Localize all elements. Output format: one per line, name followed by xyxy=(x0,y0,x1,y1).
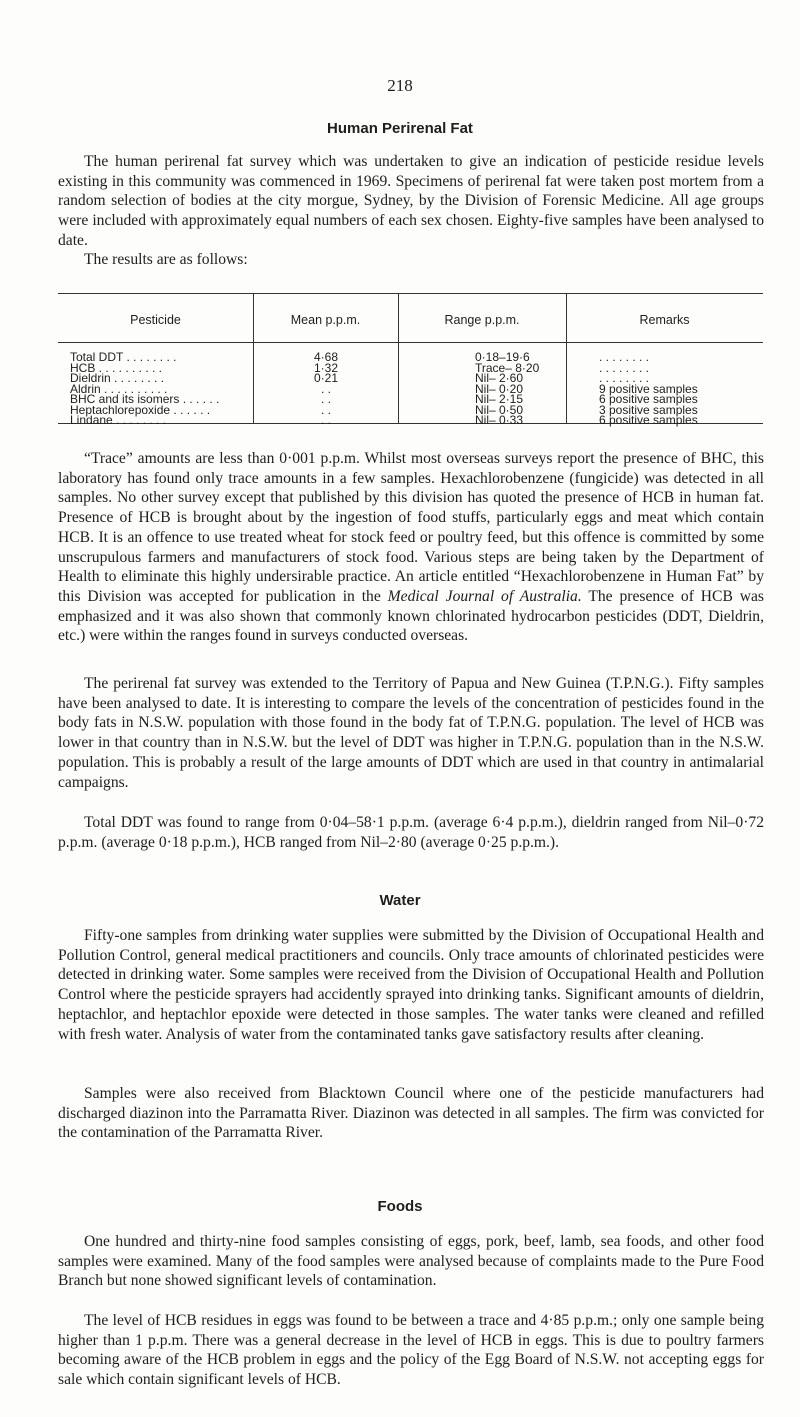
cell-pesticide: Total DDT . . . . . . . . xyxy=(70,350,177,364)
cell-range: 0·18–19·6 xyxy=(475,350,530,364)
cell-pesticide: Aldrin . . . . . . . . . . xyxy=(70,381,168,396)
cell-pesticide: BHC and its isomers . . . . . . xyxy=(70,392,220,406)
cell-range: Nil– 2·15 xyxy=(475,392,524,406)
cell-pesticide: HCB . . . . . . . . . . xyxy=(70,360,163,375)
cell-mean: 4·68 xyxy=(313,350,339,364)
table-header-remarks: Remarks xyxy=(639,313,690,327)
cell-remarks: 6 positive samples xyxy=(599,392,698,406)
paragraph-foods-hcb-eggs: The level of HCB residues in eggs was found to be between a trace and 4·85 p.p.m.; only one sample being higher than 1 p.p.m. There was a general decrease in the level of HCB in eggs. This is due to poultry farmers becoming aware of the HCB problem in eggs and the policy of the Egg Board of N.S.W. not accepting eggs for sale which contain significant levels of HCB. xyxy=(58,1312,764,1389)
paragraph-trace-hcb xyxy=(58,449,764,646)
section-heading-perirenal: Human Perirenal Fat xyxy=(327,120,473,137)
table-header-rule xyxy=(58,342,763,343)
cell-mean: 1·32 xyxy=(313,360,339,375)
page-number: 218 xyxy=(387,76,413,95)
cell-mean: . . xyxy=(320,402,331,417)
results-lead-text: The results are as follows: xyxy=(84,251,248,268)
paragraph-water-supplies: Fifty-one samples from drinking water supplies were submitted by the Division of Occupational Health and Pollution Control, general medical practitioners and councils. Only trace amounts of chlorinated pesticides were detected in drinking water. Some samples were received from the Division of Occupational Health and Pollution Control where the pesticide sprayers had accidently sprayed into drinking tanks. Significant amounts of dieldrin, heptachlor, and heptachlor epoxide were detected in those samples. The water tanks were cleaned and refilled with fresh water. Analysis of water from the contaminated tanks gave satisfactory results after cleaning. xyxy=(58,927,764,1043)
cell-pesticide: Dieldrin . . . . . . . . xyxy=(70,371,165,385)
section-heading-foods: Foods xyxy=(377,1198,423,1215)
cell-range: Nil– 0·50 xyxy=(475,402,524,417)
paragraph-foods-samples: One hundred and thirty-nine food samples consisting of eggs, pork, beef, lamb, sea foods, and other food samples were examined. Many of the food samples were analysed because of complaints made to the Pure Food Branch but none showed significant levels of contamination. xyxy=(58,1233,764,1290)
cell-range: Nil– 0·33 xyxy=(475,413,524,427)
cell-remarks: 3 positive samples xyxy=(599,402,698,417)
table-row xyxy=(58,413,763,427)
cell-pesticide: Heptachlorepoxide . . . . . . xyxy=(70,402,211,417)
cell-mean: 0·21 xyxy=(313,371,339,385)
paragraph-water-blacktown: Samples were also received from Blacktown Council where one of the pesticide manufacturers had discharged diazinon into the Parramatta River. Diazinon was detected in all samples. The firm was convicted for the contamination of the Parramatta River. xyxy=(58,1085,764,1142)
cell-range: Trace– 8·20 xyxy=(475,360,540,375)
table-top-rule xyxy=(58,293,763,294)
section-heading-water: Water xyxy=(379,892,421,909)
table-header-mean: Mean p.p.m. xyxy=(290,313,361,327)
cell-pesticide: Lindane . . . . . . . . xyxy=(70,413,167,427)
cell-mean: . . xyxy=(320,392,331,406)
cell-mean: . . xyxy=(320,413,331,427)
cell-remarks: 6 positive samples xyxy=(599,413,698,427)
cell-range: Nil– 0·20 xyxy=(475,381,524,396)
paragraph-tpng-survey: The perirenal fat survey was extended to the Territory of Papua and New Guinea (T.P.N.G.). Fifty samples have been analysed to date. It is interesting to compare the levels of the concentration of pesticides found in the body fats in N.S.W. population with those found in the body fat of T.P.N.G. population. The level of HCB was lower in that country than in N.S.W. but the level of DDT was higher in T.P.N.G. population than in the N.S.W. population. This is probably a result of the large amounts of DDT which are used in that country in antimalarial campaigns. xyxy=(58,675,764,791)
cell-remarks: 9 positive samples xyxy=(599,381,698,396)
cell-remarks: . . . . . . . . xyxy=(599,371,650,385)
cell-range: Nil– 2·60 xyxy=(475,371,524,385)
paragraph-perirenal-intro: The human perirenal fat survey which was undertaken to give an indication of pesticide residue levels existing in this community was commenced in 1969. Specimens of perirenal fat were taken post mortem from a random selection of bodies at the city morgue, Sydney, by the Division of Forensic Medicine. All age groups were included with approximately equal numbers of each sex chosen. Eighty-five samples have been analysed to date. xyxy=(58,153,764,249)
pesticide-results-table xyxy=(58,293,763,427)
paragraph-trace-text-after: The presence of HCB was emphasized and it was also shown that commonly known chlorinated hydrocarbon pesticides (DDT, Dieldrin, etc.) were within the ranges found in surveys conducted overseas. xyxy=(58,587,764,645)
journal-title: Medical Journal of Australia. xyxy=(387,587,582,605)
paragraph-totals: Total DDT was found to range from 0·04–58·1 p.p.m. (average 6·4 p.p.m.), dieldrin ranged from Nil–0·72 p.p.m. (average 0·18 p.p.m.), HCB ranged from Nil–2·80 (average 0·25 p.p.m.). xyxy=(58,814,764,851)
table-header-pesticide: Pesticide xyxy=(130,313,181,327)
cell-mean: . . xyxy=(320,381,331,396)
cell-remarks: . . . . . . . . xyxy=(599,360,650,375)
cell-remarks: . . . . . . . . xyxy=(599,350,650,364)
table-header-range: Range p.p.m. xyxy=(444,313,520,327)
paragraph-trace-text-before: “Trace” amounts are less than 0·001 p.p.m. Whilst most overseas surveys report the presence of BHC, this laboratory has found only trace amounts in a few samples. Hexachlorobenzene (fungicide) was detected in all samples. No other survey except that published by this division has quoted the presence of HCB in human fat. Presence of HCB is brought about by the ingestion of food stuffs, particularly eggs and meat which contain HCB. It is an offence to use treated wheat for stock feed or poultry feed, but this offence is committed by some unscrupulous farmers and manufacturers of stock food. Various steps are being taken by the Department of Health to eliminate this highly undersirable practice. An article entitled “Hexachlorobenzene in Human Fat” by this Division was accepted for publication in the xyxy=(58,450,764,605)
